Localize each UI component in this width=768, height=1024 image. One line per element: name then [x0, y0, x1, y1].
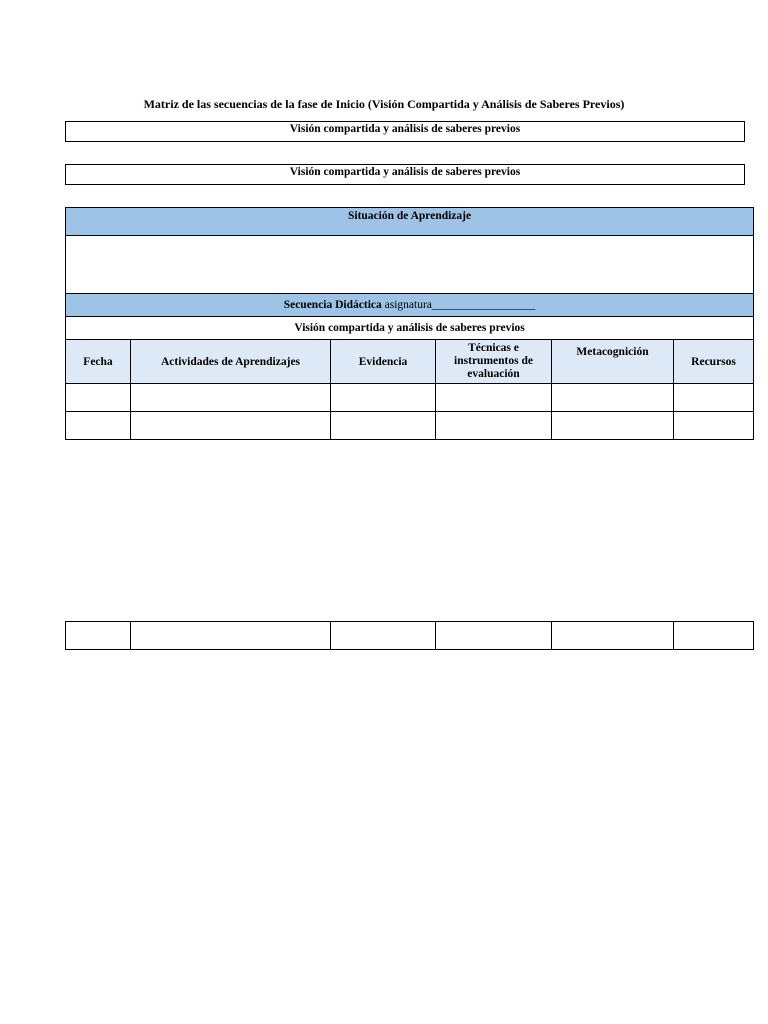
- cell-actividades[interactable]: [131, 412, 331, 440]
- secuencia-label: Secuencia Didáctica: [283, 299, 382, 311]
- vision-box-1: Visión compartida y análisis de saberes previos: [65, 121, 745, 142]
- document-title: Matriz de las secuencias de la fase de Inicio (Visión Compartida y Análisis de Saberes Previos): [143, 97, 625, 111]
- cell-actividades[interactable]: [131, 622, 331, 650]
- cell-actividades[interactable]: [131, 384, 331, 412]
- header-metacognicion: Metacognición: [552, 340, 674, 384]
- header-actividades: Actividades de Aprendizajes: [131, 340, 331, 384]
- table-row: [66, 412, 754, 440]
- cell-metacognicion[interactable]: [552, 384, 674, 412]
- cell-recursos[interactable]: [674, 384, 754, 412]
- cell-recursos[interactable]: [674, 412, 754, 440]
- cell-evidencia[interactable]: [331, 412, 436, 440]
- secuencia-header: [66, 294, 754, 317]
- vision-row: Visión compartida y análisis de saberes previos: [66, 317, 754, 340]
- sequence-table: [65, 207, 754, 440]
- cell-metacognicion[interactable]: [552, 412, 674, 440]
- header-evidencia: Evidencia: [331, 340, 436, 384]
- cell-evidencia[interactable]: [331, 622, 436, 650]
- cell-fecha[interactable]: [66, 412, 131, 440]
- table-row: [66, 384, 754, 412]
- cell-tecnicas[interactable]: [436, 384, 552, 412]
- cell-metacognicion[interactable]: [552, 622, 674, 650]
- cell-fecha[interactable]: [66, 622, 131, 650]
- situacion-header: Situación de Aprendizaje: [66, 208, 754, 236]
- continuation-table: [65, 621, 754, 650]
- table-row: [66, 622, 754, 650]
- situacion-content-cell[interactable]: [66, 236, 754, 294]
- vision-box-2: Visión compartida y análisis de saberes previos: [65, 164, 745, 185]
- header-recursos: Recursos: [674, 340, 754, 384]
- cell-recursos[interactable]: [674, 622, 754, 650]
- cell-evidencia[interactable]: [331, 384, 436, 412]
- asignatura-label: asignatura__________________: [381, 299, 536, 311]
- cell-tecnicas[interactable]: [436, 412, 552, 440]
- cell-fecha[interactable]: [66, 384, 131, 412]
- cell-tecnicas[interactable]: [436, 622, 552, 650]
- header-fecha: Fecha: [66, 340, 131, 384]
- header-tecnicas: Técnicas e instrumentos de evaluación: [436, 340, 552, 384]
